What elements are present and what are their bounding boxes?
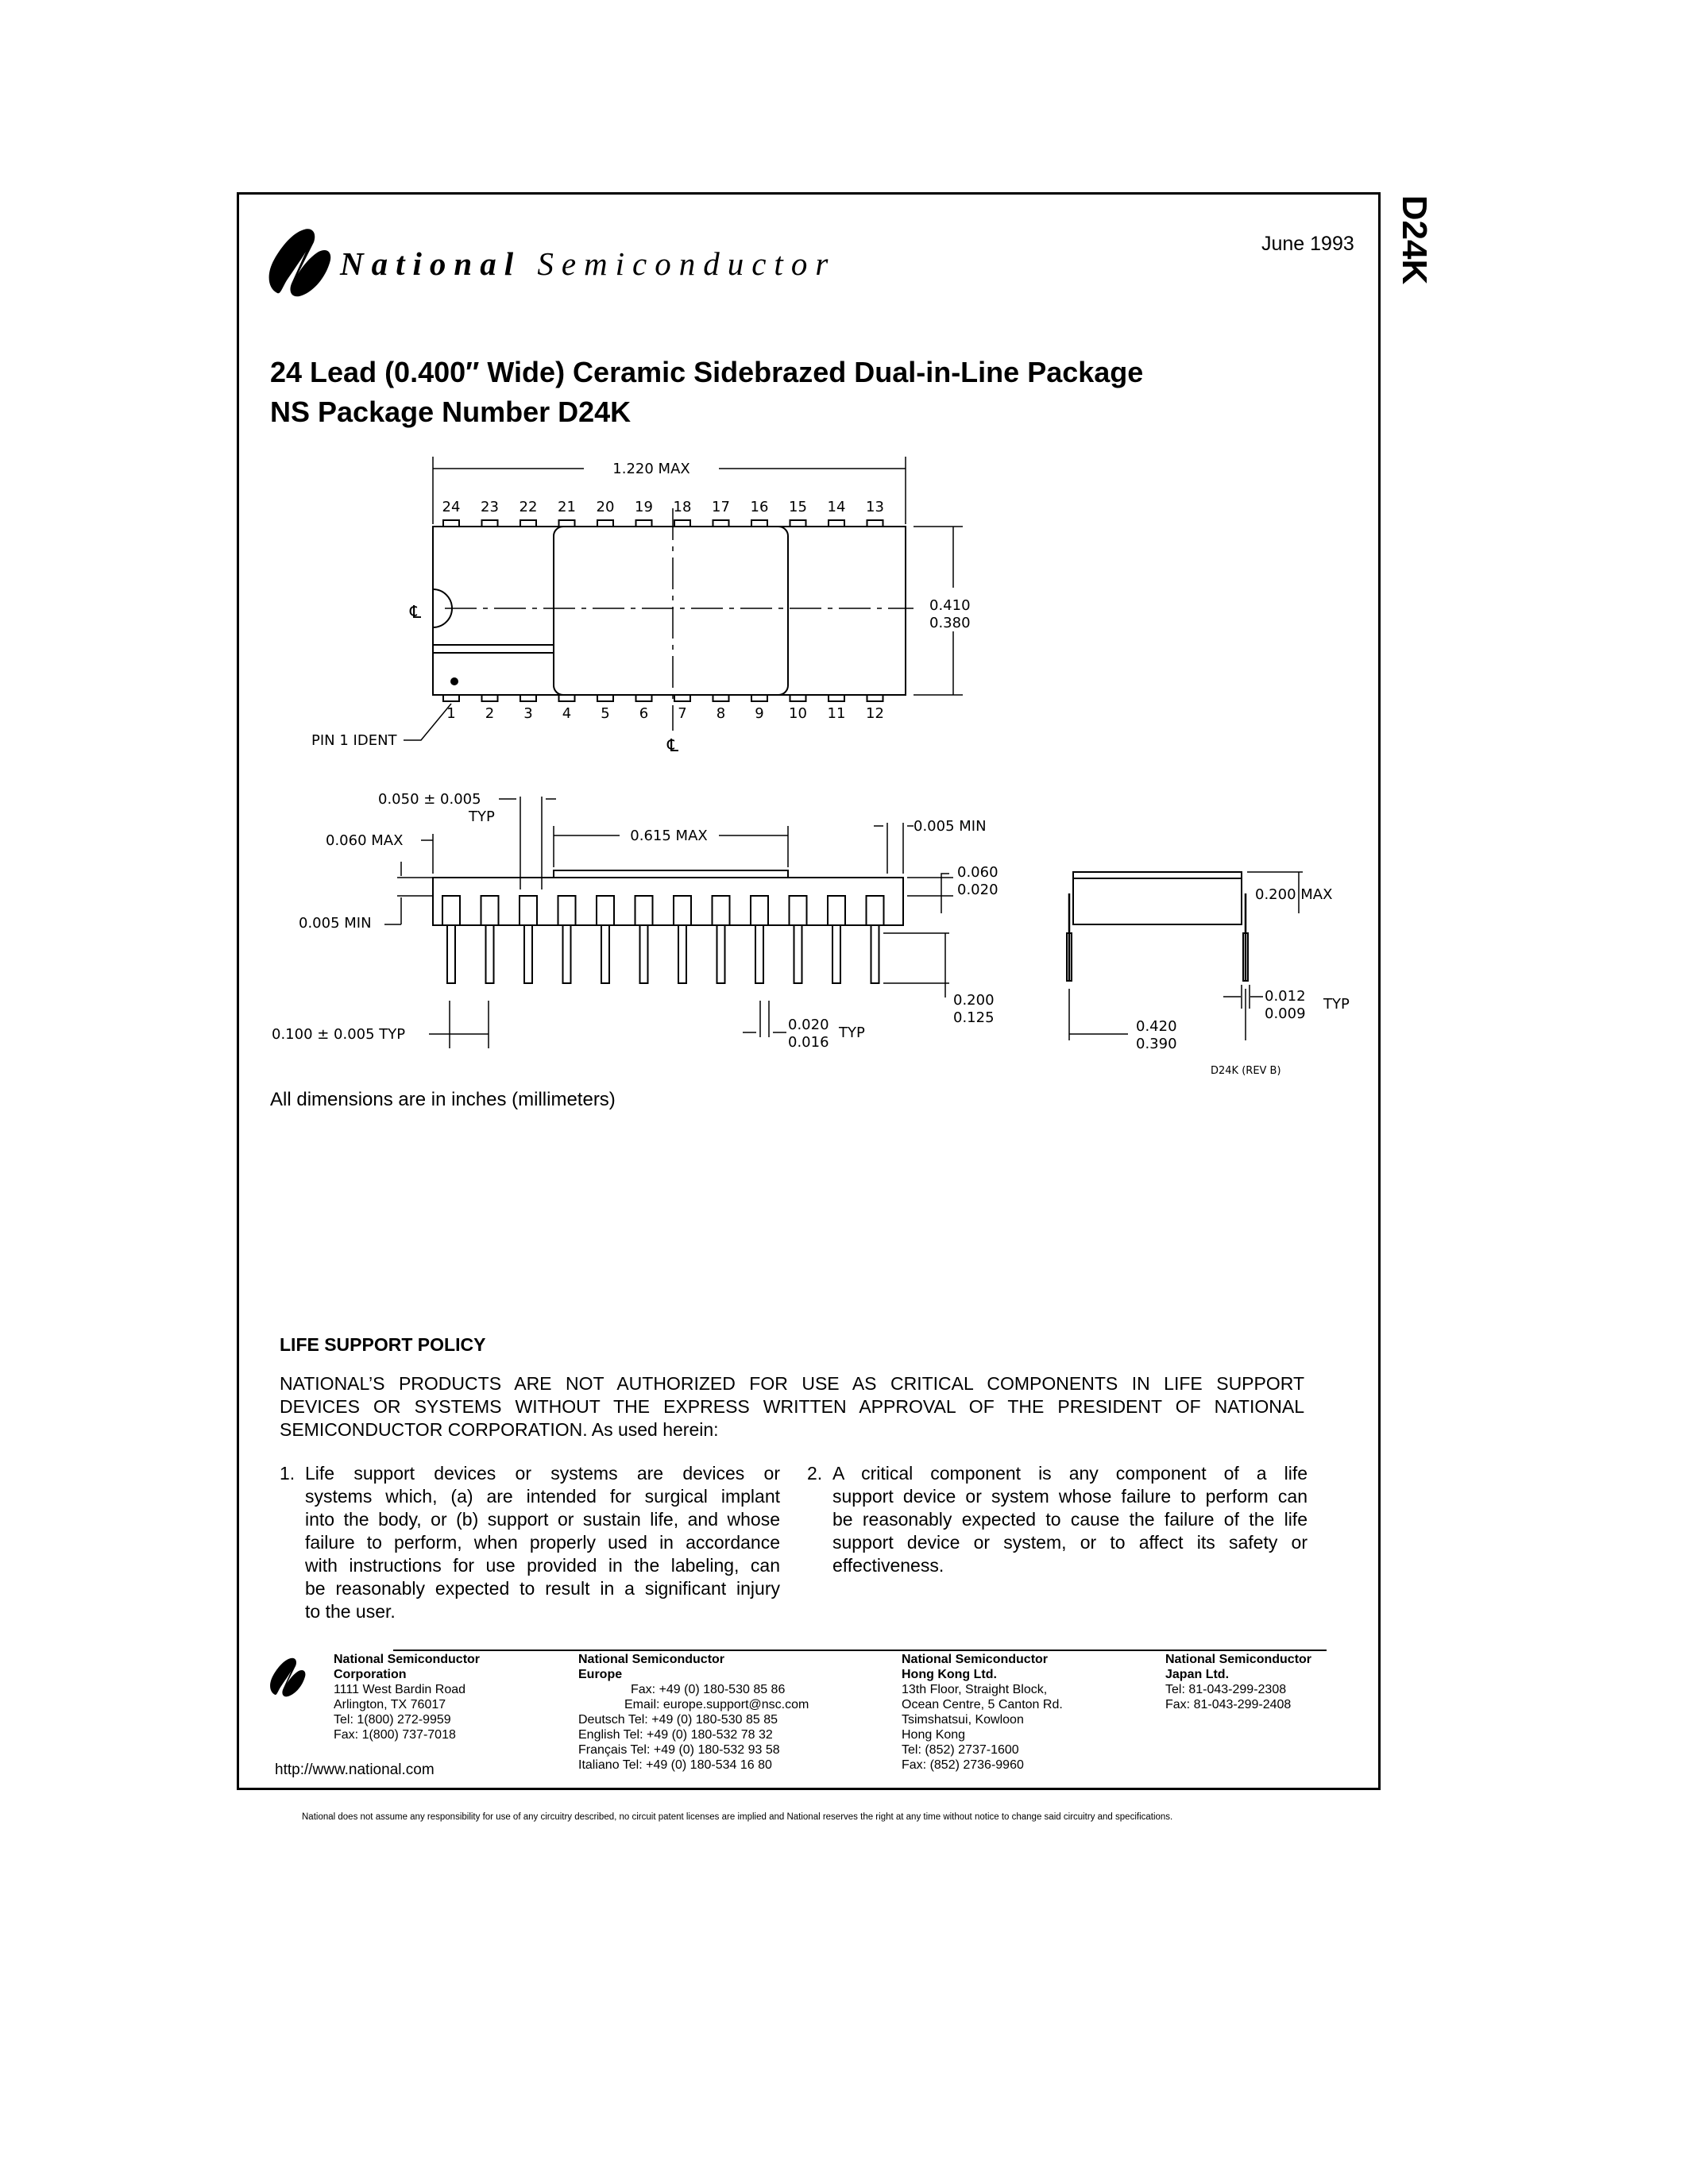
top-pin-number: 17 [712, 499, 730, 515]
package-body [433, 527, 906, 695]
bottom-pin-pad [559, 695, 575, 701]
side-lead-pin [640, 925, 648, 983]
pin1-ident-label: PIN 1 IDENT [311, 732, 397, 749]
top-pin-pad [443, 520, 459, 527]
bottom-pin-pad [636, 695, 652, 701]
top-pin-number: 21 [558, 499, 576, 515]
bottom-pin-pad [829, 695, 844, 701]
side-lead-shoulder [520, 896, 537, 925]
dim-width-max: 0.410 [929, 597, 971, 614]
dim-standoff: 0.005 MIN [299, 915, 372, 932]
side-lead-shoulder [481, 896, 499, 925]
centerline-symbol-left: ℄ [410, 603, 422, 623]
bottom-pin-pad [674, 695, 690, 701]
side-lead-pin [717, 925, 725, 983]
policy-item-line: A critical component is any component of a life [832, 1463, 1308, 1484]
dim-lead-thk-typ: TYP [1323, 996, 1350, 1013]
dim-lid-length: 0.615 MAX [630, 828, 708, 844]
policy-item-line: failure to perform, when properly used in accordance [305, 1532, 780, 1553]
side-lid [554, 870, 788, 878]
policy-item-line: into the body, or (b) support or sustain life, and whose [305, 1509, 780, 1530]
dimension-note: All dimensions are in inches (millimeters) [270, 1089, 616, 1110]
policy-item-1 [280, 1462, 780, 1629]
top-pin-pad [482, 520, 498, 527]
top-pin-number: 16 [750, 499, 769, 515]
national-logo-icon [266, 225, 333, 302]
bottom-pin-pad [443, 695, 459, 701]
bottom-pin-number: 4 [562, 705, 572, 722]
drawing-revision: D24K (REV B) [1211, 1065, 1281, 1077]
policy-item-line: with instructions for use provided in the labeling, can [305, 1555, 780, 1576]
side-lead-pin [755, 925, 763, 983]
dim-lead-width-typ: TYP [469, 808, 495, 825]
bottom-pin-pad [867, 695, 883, 701]
policy-item-2 [807, 1462, 1308, 1589]
bottom-pin-pad [751, 695, 767, 701]
page-title-line2: NS Package Number D24K [270, 396, 632, 428]
disclaimer: National does not assume any responsibility for use of any circuitry described, no circuit patent licenses are implied and National reserves the right at any time without notice to change said circuitry and specifications. [302, 1812, 1173, 1822]
dim-pitch: 0.100 ± 0.005 TYP [272, 1026, 406, 1043]
side-lead-pin [563, 925, 571, 983]
bottom-pin-number: 10 [789, 705, 807, 722]
side-lead-shoulder [867, 896, 884, 925]
brand-name-bold: National [340, 245, 522, 282]
top-pin-number: 20 [596, 499, 615, 515]
policy-item-line: systems which, (a) are intended for surgical implant [305, 1486, 780, 1507]
dim-lead-length-min: 0.125 [953, 1009, 995, 1026]
bottom-pin-pad [597, 695, 613, 701]
top-pin-number: 24 [442, 499, 461, 515]
bottom-pin-pad [482, 695, 498, 701]
side-lead-pin [871, 925, 879, 983]
dim-seat-min: 0.020 [957, 882, 999, 898]
bottom-pin-pad [520, 695, 536, 701]
dim-lead-thk-max: 0.012 [1265, 988, 1306, 1005]
top-pin-number: 18 [673, 499, 692, 515]
side-lead-shoulder [558, 896, 576, 925]
policy-item-number: 1. [280, 1463, 295, 1484]
dim-row-max: 0.420 [1136, 1018, 1177, 1035]
publication-date: June 1993 [1261, 233, 1354, 255]
side-lead-shoulder [751, 896, 768, 925]
bottom-pin-pad [790, 695, 806, 701]
side-lead-shoulder [828, 896, 845, 925]
policy-item-line: Life support devices or systems are devices or [305, 1463, 780, 1484]
top-pin-pad [520, 520, 536, 527]
bottom-pin-number: 3 [523, 705, 533, 722]
top-pin-pad [790, 520, 806, 527]
dim-row-min: 0.390 [1136, 1036, 1177, 1052]
policy-item-line: effectiveness. [832, 1555, 944, 1576]
bottom-pin-number: 5 [601, 705, 610, 722]
top-pin-pad [751, 520, 767, 527]
side-lead-shoulder [674, 896, 691, 925]
bottom-pin-number: 8 [716, 705, 726, 722]
top-pin-number: 14 [827, 499, 846, 515]
side-lead-shoulder [597, 896, 614, 925]
dim-lead-width: 0.050 ± 0.005 [378, 791, 481, 808]
brand-name [340, 245, 836, 283]
policy-intro-line: DEVICES OR SYSTEMS WITHOUT THE EXPRESS WRITTEN APPROVAL OF THE PRESIDENT OF NATIONAL [280, 1396, 1304, 1417]
bottom-pin-pad [713, 695, 729, 701]
top-pin-number: 22 [519, 499, 538, 515]
side-lead-shoulder [713, 896, 730, 925]
dim-height: 0.200 MAX [1255, 886, 1333, 903]
dim-lead-dia-min: 0.016 [788, 1034, 829, 1051]
end-body [1073, 878, 1242, 924]
side-lead-pin [486, 925, 494, 983]
top-pin-number: 19 [635, 499, 653, 515]
brand-name-light: Semiconductor [537, 245, 836, 282]
end-view [1067, 872, 1350, 1077]
policy-intro [280, 1372, 1304, 1441]
policy-item-line: be reasonably expected to cause the failure of the life [832, 1509, 1308, 1530]
dim-seat-max: 0.060 [957, 864, 999, 881]
side-view [272, 791, 999, 1051]
policy-item-number: 2. [807, 1463, 823, 1484]
policy-intro-line: NATIONAL’S PRODUCTS ARE NOT AUTHORIZED FOR USE AS CRITICAL COMPONENTS IN LIFE SUPPORT [280, 1373, 1304, 1394]
dim-overall-length: 1.220 MAX [612, 461, 690, 477]
policy-item-line: support device or system whose failure to perform can [832, 1486, 1308, 1507]
footer-divider [393, 1650, 1327, 1651]
top-pin-pad [597, 520, 613, 527]
bottom-pin-number: 9 [755, 705, 764, 722]
side-lead-pin [524, 925, 532, 983]
side-lead-pin [832, 925, 840, 983]
dim-body-thickness: 0.060 MAX [326, 832, 404, 849]
policy-intro-line: SEMICONDUCTOR CORPORATION. As used herein: [280, 1419, 719, 1440]
end-lid [1073, 872, 1242, 878]
top-pin-pad [713, 520, 729, 527]
bottom-pin-number: 1 [446, 705, 456, 722]
dim-lead-thk-min: 0.009 [1265, 1005, 1306, 1022]
side-lead-shoulder [442, 896, 460, 925]
top-pin-number: 15 [789, 499, 807, 515]
top-pin-pad [674, 520, 690, 527]
policy-item-line: support device or system, or to affect its safety or [832, 1532, 1308, 1553]
top-view [311, 457, 971, 756]
top-pin-pad [829, 520, 844, 527]
side-lead-shoulder [790, 896, 807, 925]
footer-hongkong: National Semiconductor Hong Kong Ltd. 13th Floor, Straight Block, Ocean Centre, 5 Canton Rd. Tsimshatsui, Kowloon Hong Kong Tel: (852) 2737-1600 Fax: (852) 2736-9960 [902, 1653, 1063, 1772]
top-pin-pad [559, 520, 575, 527]
dim-lead-dia-max: 0.020 [788, 1017, 829, 1033]
footer-europe: National Semiconductor Europe Fax: +49 (0) 180-530 85 86 Email: europe.support@nsc.com Deutsch Tel: +49 (0) 180-530 85 85 English Tel: +49 (0) 180-532 78 32 Français Tel: +49 (0) 180-532 93 58 Italiano Tel: +49 (0) 180-534 16 80 [578, 1653, 809, 1772]
bottom-pin-number: 2 [485, 705, 495, 722]
top-pin-number: 23 [481, 499, 499, 515]
side-lead-pin [447, 925, 455, 983]
package-drawing [238, 445, 1382, 1092]
top-pin-pad [636, 520, 652, 527]
top-pin-pad [867, 520, 883, 527]
bottom-pin-number: 6 [639, 705, 649, 722]
side-lead-pin [601, 925, 609, 983]
dim-lead-length-max: 0.200 [953, 992, 995, 1009]
policy-title: LIFE SUPPORT POLICY [280, 1334, 486, 1355]
policy-item-line: to the user. [305, 1601, 396, 1622]
side-lead-shoulder [635, 896, 653, 925]
dim-lead-dia-typ: TYP [839, 1024, 865, 1041]
side-body [433, 878, 903, 925]
top-pin-number: 13 [866, 499, 884, 515]
side-lead-pin [794, 925, 802, 983]
policy-item-line: be reasonably expected to result in a significant injury [305, 1578, 780, 1599]
side-label: D24K [1395, 195, 1434, 285]
national-logo-small-icon [268, 1654, 307, 1703]
dim-width-min: 0.380 [929, 615, 971, 631]
website-link[interactable]: http://www.national.com [275, 1761, 435, 1778]
side-lead-pin [678, 925, 686, 983]
lid-outline [554, 527, 788, 695]
pin1-dot [451, 678, 458, 685]
bottom-pin-number: 12 [866, 705, 884, 722]
footer-corp: National Semiconductor Corporation 1111 West Bardin Road Arlington, TX 76017 Tel: 1(800) 272-9959 Fax: 1(800) 737-7018 [334, 1653, 481, 1742]
bottom-pin-number: 11 [827, 705, 846, 722]
footer-japan: National Semiconductor Japan Ltd. Tel: 81-043-299-2308 Fax: 81-043-299-2408 [1165, 1653, 1312, 1711]
bottom-pin-number: 7 [678, 705, 687, 722]
dim-end-clearance: 0.005 MIN [914, 818, 987, 835]
page-title-line1: 24 Lead (0.400″ Wide) Ceramic Sidebrazed Dual-in-Line Package [270, 356, 1144, 388]
centerline-symbol-bottom: ℄ [667, 736, 679, 756]
